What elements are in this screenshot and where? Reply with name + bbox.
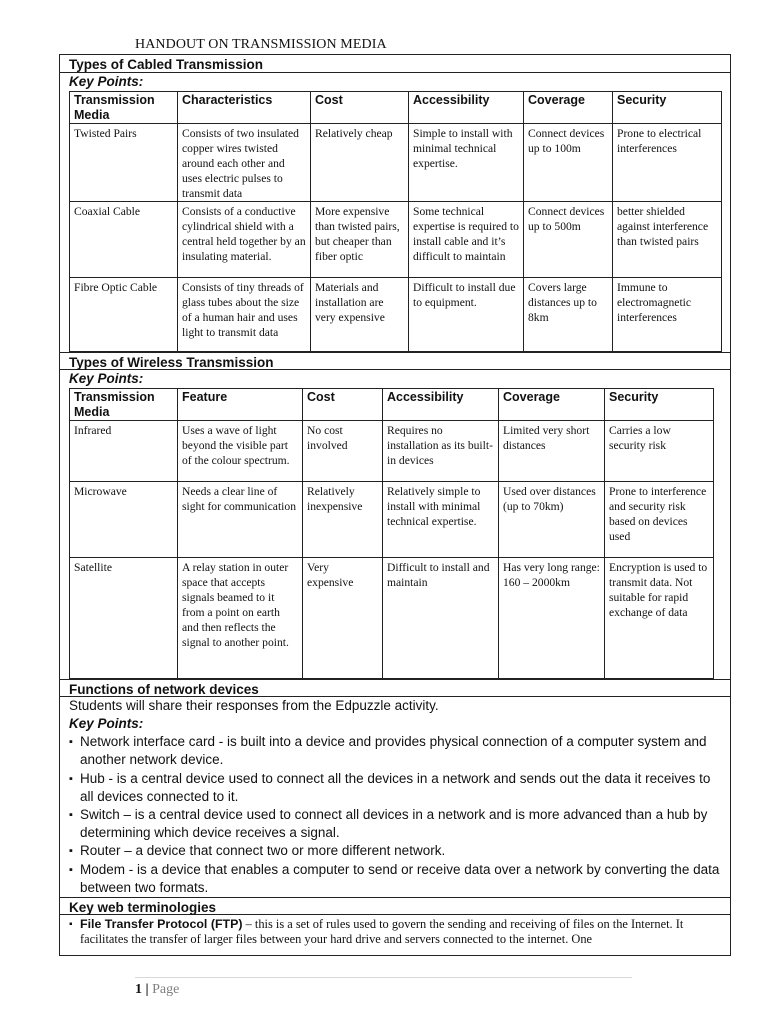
column-header: Transmission Media — [70, 389, 178, 421]
bullet-icon: ▪ — [69, 919, 73, 931]
table-cell: Encryption is used to transmit data. Not suitable for rapid exchange of data — [605, 558, 714, 679]
list-item — [69, 770, 722, 806]
column-header: Accessibility — [409, 92, 524, 124]
bullet-icon: ▪ — [69, 736, 73, 749]
table-cell: Needs a clear line of sight for communication — [178, 482, 303, 558]
document-title: HANDOUT ON TRANSMISSION MEDIA — [135, 37, 387, 52]
table-cell: Immune to electromagnetic interferences — [613, 278, 722, 352]
column-header: Coverage — [524, 92, 613, 124]
cabled-section-heading: Types of Cabled Transmission — [60, 55, 730, 73]
table-row — [70, 124, 722, 202]
handout-outer-table — [59, 54, 731, 956]
table-header-row — [70, 389, 714, 421]
column-header: Transmission Media — [70, 92, 178, 124]
list-item-text: Hub - is a central device used to connect all the devices in a network and sends out the data it receives to all devices connected to it. — [80, 770, 711, 804]
table-cell: No cost involved — [303, 421, 383, 482]
list-item-text: Switch – is a central device used to connect all devices in a network and is more advanced than a hub by determining which device receives a signal. — [80, 807, 708, 841]
table-cell: Microwave — [70, 482, 178, 558]
table-cell: A relay station in outer space that accepts signals beamed to it from a point on earth and then reflects the signal to another point. — [178, 558, 303, 679]
bullet-icon: ▪ — [69, 863, 73, 876]
table-cell: better shielded against interference than twisted pairs — [613, 202, 722, 278]
list-item — [69, 861, 722, 897]
table-row — [70, 278, 722, 352]
table-cell: Used over distances (up to 70km) — [499, 482, 605, 558]
list-item — [69, 842, 722, 860]
table-cell: Fibre Optic Cable — [70, 278, 178, 352]
table-cell: Relatively simple to install with minimal technical expertise. — [383, 482, 499, 558]
table-cell: Connect devices up to 100m — [524, 124, 613, 202]
bullet-icon: ▪ — [69, 809, 73, 822]
table-row — [70, 482, 714, 558]
column-header: Security — [613, 92, 722, 124]
page-label: Page — [152, 982, 180, 997]
table-cell: Very expensive — [303, 558, 383, 679]
table-cell: Uses a wave of light beyond the visible part of the colour spectrum. — [178, 421, 303, 482]
table-cell: Requires no installation as its built-in devices — [383, 421, 499, 482]
wireless-key-points-label: Key Points: — [69, 371, 144, 386]
cabled-transmission-table — [69, 91, 722, 352]
table-cell: Infrared — [70, 421, 178, 482]
table-cell: Consists of two insulated copper wires twisted around each other and uses electric pulses to transmit data — [178, 124, 311, 202]
column-header: Security — [605, 389, 714, 421]
table-cell: Twisted Pairs — [70, 124, 178, 202]
list-item — [69, 733, 722, 769]
column-header: Feature — [178, 389, 303, 421]
list-item-text: Modem - is a device that enables a computer to send or receive data over a network by converting the data between two formats. — [80, 861, 720, 895]
term-definition: – this is a set of rules used to govern the sending and receiving of files on the Internet. It facilitates the transfer of larger files between your hard drive and servers connected to the internet. One — [80, 917, 684, 947]
table-cell: Consists of tiny threads of glass tubes about the size of a human hair and uses light to transmit data — [178, 278, 311, 352]
table-header-row — [70, 92, 722, 124]
column-header: Cost — [311, 92, 409, 124]
table-cell: Difficult to install and maintain — [383, 558, 499, 679]
wireless-transmission-table — [69, 388, 714, 679]
table-cell: Covers large distances up to 8km — [524, 278, 613, 352]
table-cell: Carries a low security risk — [605, 421, 714, 482]
table-cell: Has very long range: 160 – 2000km — [499, 558, 605, 679]
table-cell: Materials and installation are very expensive — [311, 278, 409, 352]
table-cell: Consists of a conductive cylindrical shield with a central held together by an insulating material. — [178, 202, 311, 278]
table-row — [70, 202, 722, 278]
list-item-text: Router – a device that connect two or more different network. — [80, 843, 446, 859]
list-item-text: Network interface card - is built into a device and provides physical connection of a computer system and another network device. — [80, 734, 707, 768]
network-devices-key-points-label: Key Points: — [69, 716, 144, 732]
table-cell: Relatively cheap — [311, 124, 409, 202]
table-cell: Connect devices up to 500m — [524, 202, 613, 278]
list-item — [69, 915, 722, 947]
column-header: Characteristics — [178, 92, 311, 124]
wireless-section-heading: Types of Wireless Transmission — [60, 352, 730, 370]
table-cell: Prone to electrical interferences — [613, 124, 722, 202]
list-item — [69, 806, 722, 842]
table-cell: Difficult to install due to equipment. — [409, 278, 524, 352]
footer-divider — [135, 977, 632, 978]
table-cell: Satellite — [70, 558, 178, 679]
cabled-key-points-label: Key Points: — [69, 74, 144, 89]
column-header: Accessibility — [383, 389, 499, 421]
table-cell: Coaxial Cable — [70, 202, 178, 278]
table-row — [70, 421, 714, 482]
table-cell: More expensive than twisted pairs, but cheaper than fiber optic — [311, 202, 409, 278]
table-cell: Prone to interference and security risk based on devices used — [605, 482, 714, 558]
column-header: Cost — [303, 389, 383, 421]
column-header: Coverage — [499, 389, 605, 421]
bullet-icon: ▪ — [69, 772, 73, 785]
page-separator: | — [142, 982, 153, 997]
table-cell: Limited very short distances — [499, 421, 605, 482]
table-cell: Simple to install with minimal technical expertise. — [409, 124, 524, 202]
page-number: 1 — [135, 982, 142, 997]
table-cell: Some technical expertise is required to install cable and it’s difficult to maintain — [409, 202, 524, 278]
network-devices-intro: Students will share their responses from the Edpuzzle activity. — [69, 698, 439, 713]
table-row — [70, 558, 714, 679]
web-terminologies-list — [60, 915, 730, 947]
table-cell: Relatively inexpensive — [303, 482, 383, 558]
network-devices-heading: Functions of network devices — [60, 679, 730, 697]
bullet-icon: ▪ — [69, 845, 73, 858]
term-name: File Transfer Protocol (FTP) — [80, 917, 243, 932]
page-footer — [135, 982, 179, 998]
web-terminologies-heading: Key web terminologies — [60, 897, 730, 915]
network-devices-list — [60, 733, 730, 897]
